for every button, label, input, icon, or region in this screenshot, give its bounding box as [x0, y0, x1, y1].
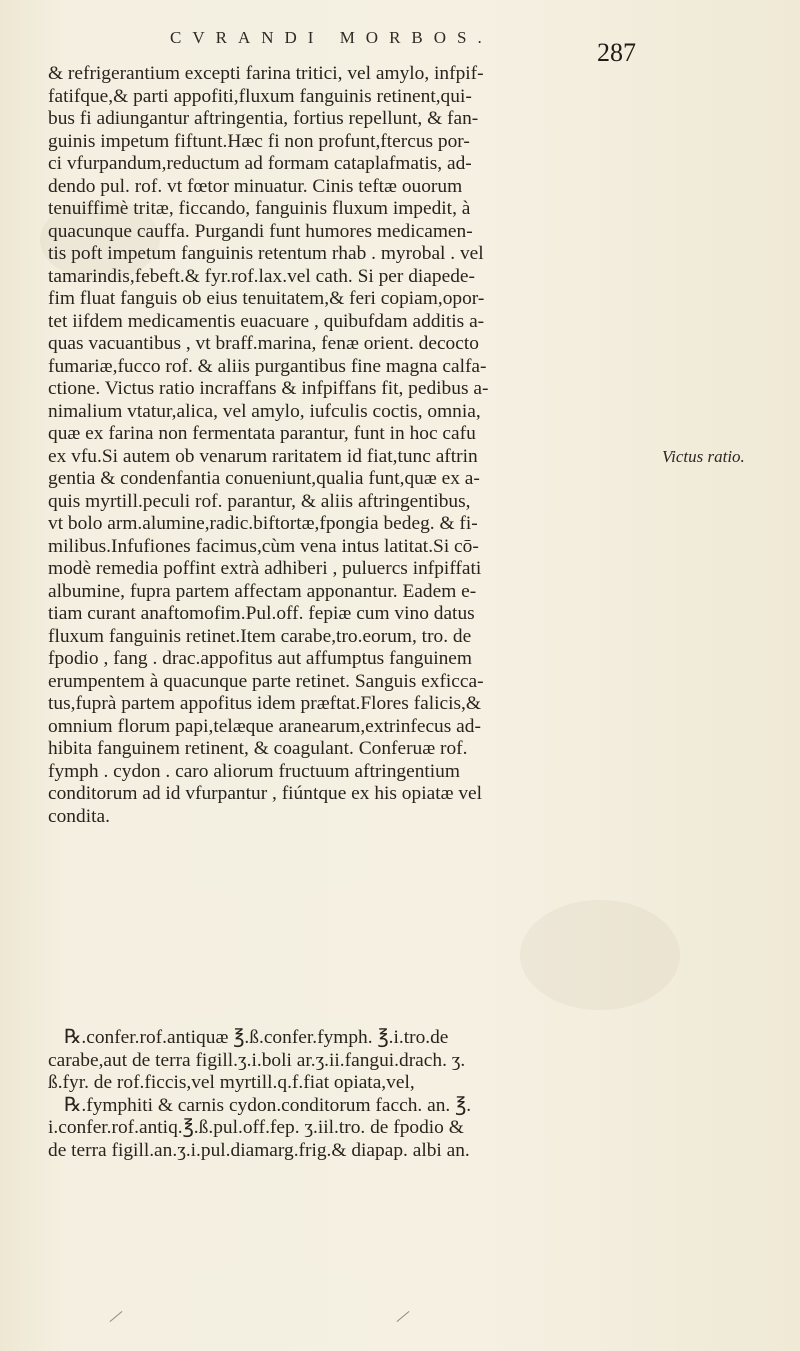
text-line: tiam curant anaftomofim.Pul.off. fepiæ cum vino datus: [48, 603, 475, 624]
text-line: fim fluat fanguis ob eius tenuitatem,& feri copiam,opor-: [48, 288, 485, 309]
text-line: tenuiffimè tritæ, ficcando, fanguinis fluxum impedit, à: [48, 198, 471, 219]
text-line: fluxum fanguinis retinet.Item carabe,tro.eorum, tro. de: [48, 625, 472, 647]
text-line: fymph . cydon . caro aliorum fructuum aftringentium: [48, 760, 460, 782]
main-paragraph: [48, 63, 618, 828]
text-line: milibus.Infufiones facimus,cùm vena intus latitat.Si cō-: [48, 535, 479, 557]
text-line: conditorum ad id vfurpantur , fiúntque ex his opiatæ vel: [48, 783, 483, 804]
pencil-mark: [397, 1311, 410, 1322]
running-head: CVRANDI MORBOS.: [170, 28, 493, 47]
text-line: quas vacuantibus , vt braff.marina, fenæ orient. decocto: [48, 333, 479, 354]
text-line: ctione. Victus ratio incraffans & infpiffans fit, pedibus a-: [48, 378, 489, 399]
recipe-line: ℞.confer.rof.antiquæ ℥.ß.confer.fymph. ℥.i.tro.de: [64, 1027, 449, 1048]
text-line: ci vfurpandum,reductum ad formam cataplafmatis, ad-: [48, 153, 472, 174]
text-line: condita.: [48, 805, 110, 827]
marginal-note: Victus ratio.: [662, 447, 745, 466]
text-line: quæ ex farina non fermentata parantur, funt in hoc cafu: [48, 423, 476, 444]
text-line: quis myrtill.peculi rof. parantur, & aliis aftringentibus,: [48, 490, 471, 512]
text-line: bus fi adiungantur aftringentia, fortius repellunt, & fan-: [48, 108, 479, 129]
text-line: & refrigerantium excepti farina tritici, vel amylo, infpif-: [48, 63, 484, 84]
recipe-line: i.confer.rof.antiq.℥.ß.pul.off.fep. ʒ.iil.tro. de fpodio &: [48, 1117, 464, 1138]
paper-stain: [520, 900, 680, 1010]
text-line: tet iifdem medicamentis euacuare , quibufdam additis a-: [48, 310, 485, 332]
recipe-line: ß.fyr. de rof.ficcis,vel myrtill.q.f.fiat opiata,vel,: [48, 1072, 415, 1093]
text-line: nimalium vtatur,alica, vel amylo, iufculis coctis, omnia,: [48, 400, 481, 422]
text-line: fatifque,& parti appofiti,fluxum fanguinis retinent,qui-: [48, 85, 472, 107]
pencil-mark: [110, 1311, 123, 1322]
text-line: fpodio , fang . drac.appofitus aut affumptus fanguinem: [48, 648, 472, 669]
text-line: erumpentem à quacunque parte retinet. Sanguis exficca-: [48, 670, 484, 692]
text-line: tamarindis,febeft.& fyr.rof.lax.vel cath. Si per diapede-: [48, 265, 475, 287]
text-line: fumariæ,fucco rof. & aliis purgantibus fine magna calfa-: [48, 355, 487, 377]
recipe-line: ℞.fymphiti & carnis cydon.conditorum facch. an. ℥.: [64, 1094, 472, 1116]
recipe-line: de terra figill.an.ʒ.i.pul.diamarg.frig.& diapap. albi an.: [48, 1139, 470, 1161]
text-line: ex vfu.Si autem ob venarum raritatem id fiat,tunc aftrin: [48, 445, 478, 467]
recipe-line: carabe,aut de terra figill.ʒ.i.boli ar.ʒ.ii.fangui.drach. ʒ.: [48, 1049, 466, 1071]
text-line: vt bolo arm.alumine,radic.biftortæ,fpongia bedeg. & fi-: [48, 513, 478, 534]
text-line: guinis impetum fiftunt.Hæc fi non profunt,ftercus por-: [48, 130, 470, 152]
text-line: tis poft impetum fanguinis retentum rhab . myrobal . vel: [48, 243, 484, 264]
text-line: albumine, fupra partem affectam apponantur. Eadem e-: [48, 580, 477, 602]
recipe-block: [48, 1027, 618, 1162]
text-line: dendo pul. rof. vt fœtor minuatur. Cinis teftæ ouorum: [48, 175, 463, 197]
text-line: quacunque cauffa. Purgandi funt humores medicamen-: [48, 220, 473, 242]
text-line: omnium florum papi,telæque aranearum,extrinfecus ad-: [48, 715, 481, 737]
text-line: modè remedia poffint extrà adhiberi , puluercs infpiffati: [48, 558, 482, 579]
page-number: 287: [597, 38, 636, 67]
text-line: tus,fuprà partem appofitus idem præftat.Flores falicis,&: [48, 693, 481, 714]
text-line: hibita fanguinem retinent, & coagulant. Conferuæ rof.: [48, 738, 468, 759]
text-line: gentia & condenfantia conueniunt,qualia funt,quæ ex a-: [48, 468, 480, 489]
